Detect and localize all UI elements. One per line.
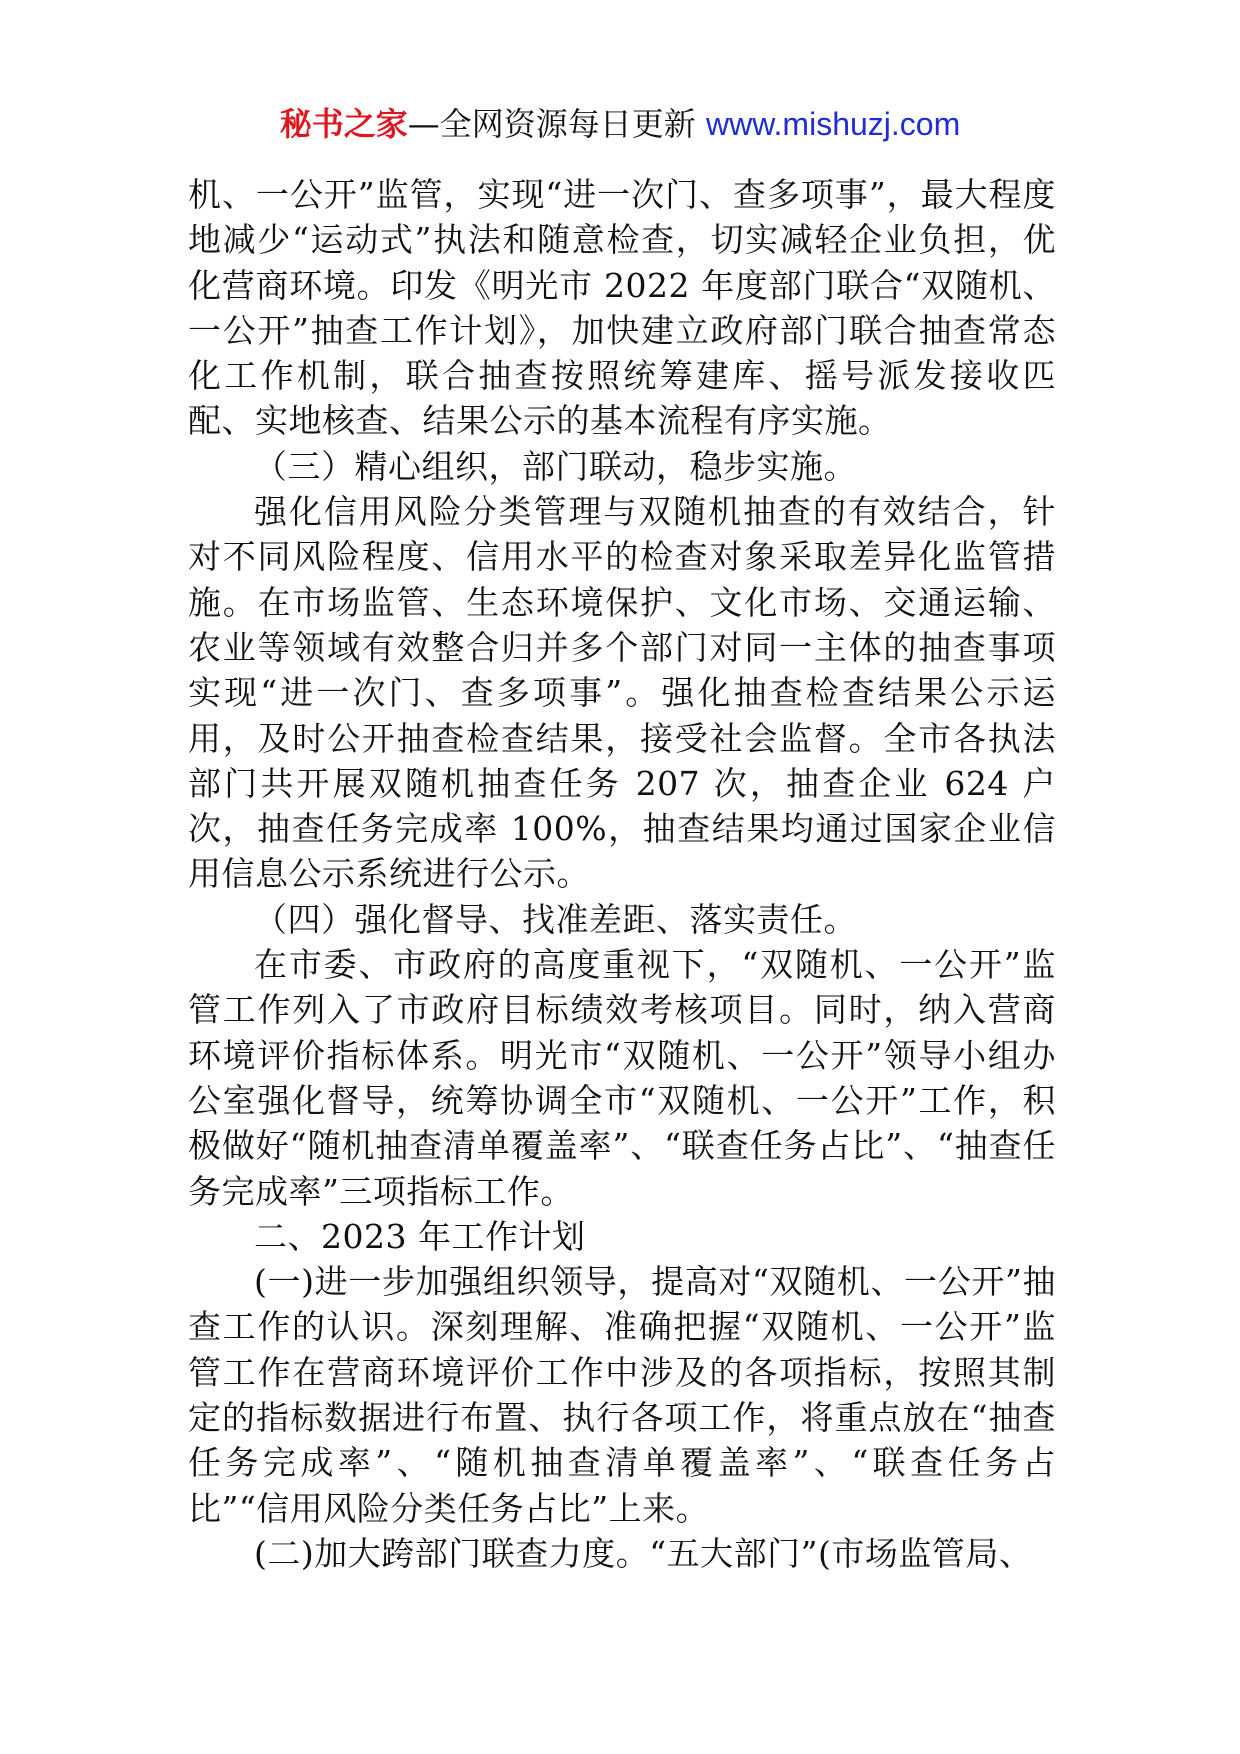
header-tagline: —全网资源每日更新	[407, 105, 706, 143]
paragraph-continuation: 机、一公开”监管，实现“进一次门、查多项事”，最大程度地减少“运动式”执法和随意检查，切实减轻企业负担，优化营商环境。印发《明光市 2022 年度部门联合“双随机、一公开”抽查工作计划》，加快建立政府部门联合抽查常态化工作机制，联合抽查按照统筹建库、摇号派发接收匹配、实地核查、结果公示的基本流程有序实施。	[188, 175, 1056, 441]
paragraph-plan-2: (二)加大跨部门联查力度。“五大部门”(市场监管局、	[254, 1533, 1033, 1573]
document-body	[188, 172, 1056, 1576]
site-url-link[interactable]: www.mishuzj.com	[705, 106, 961, 142]
section-heading-4: （四）强化督导、找准差距、落实责任。	[254, 899, 857, 939]
chapter-heading-2023-plan: 二、2023 年工作计划	[254, 1216, 586, 1256]
site-header	[0, 100, 1240, 148]
section-heading-3: （三）精心组织，部门联动，稳步实施。	[254, 446, 857, 486]
brand-name: 秘书之家	[279, 105, 408, 143]
paragraph-section-4: 在市委、市政府的高度重视下，“双随机、一公开”监管工作列入了市政府目标绩效考核项目。同时，纳入营商环境评价指标体系。明光市“双随机、一公开”领导小组办公室强化督导，统筹协调全市“双随机、一公开”工作，积极做好“随机抽查清单覆盖率”、“联查任务占比”、“抽查任务完成率”三项指标工作。	[188, 945, 1056, 1211]
paragraph-section-3: 强化信用风险分类管理与双随机抽查的有效结合，针对不同风险程度、信用水平的检查对象采取差异化监管措施。在市场监管、生态环境保护、文化市场、交通运输、农业等领域有效整合归并多个部门对同一主体的抽查事项实现“进一次门、查多项事”。强化抽查检查结果公示运用，及时公开抽查检查结果，接受社会监督。全市各执法部门共开展双随机抽查任务 207 次，抽查企业 624 户次，抽查任务完成率 100%，抽查结果均通过国家企业信用信息公示系统进行公示。	[188, 492, 1056, 894]
paragraph-plan-1: (一)进一步加强组织领导，提高对“双随机、一公开”抽查工作的认识。深刻理解、准确把握“双随机、一公开”监管工作在营商环境评价工作中涉及的各项指标，按照其制定的指标数据进行布置、执行各项工作，将重点放在“抽查任务完成率”、“随机抽查清单覆盖率”、“联查任务占比”“信用风险分类任务占比”上来。	[188, 1262, 1056, 1528]
